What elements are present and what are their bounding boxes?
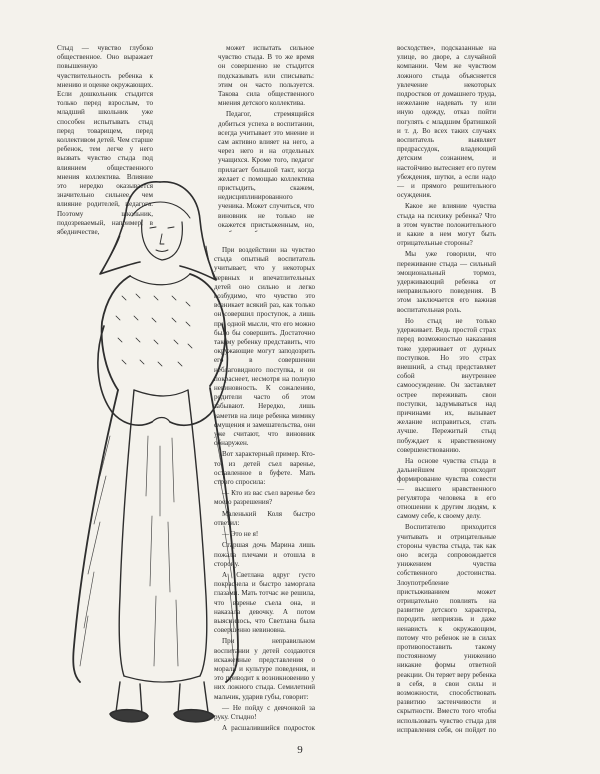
page-number: 9 [297,744,303,756]
paragraph: Но стыд не только удерживает. Ведь простой страх перед возможностью наказания тоже удерживает от дурных поступков. Но это страх внешний, а стыд представляет собой внутреннее самоосуждение. Он заставляет острее переживать свои поступки, задумываться над причинами их, вызывает желание исправиться, стать лучше. Пережитый стыд побуждает к нравственному совершенствованию. [397,316,496,454]
paragraph: — Кто из вас съел варенье без моего разрешения? [214,489,315,507]
paragraph: А Светлана вдруг густо покраснела и быстро заморгала глазами. Мать тотчас же решила, что варенье съела она, и наказала девочку. А потом выяснилось, что Светлана была совершенно невиновна. [214,570,315,635]
paragraph: Воспитателю приходится учитывать и отрицательные стороны чувства стыда, так как оно всегда сопровождается унижением чувства собственного достоинства. Злоупотребление пристыживанием может отрицательно повлиять на развитие детского характера, породить неприязнь и даже ненависть к окружающим, потому что ребенок не в силах противопоставить такому постоянному унижению никакие формы ответной реакции. Он теряет веру ребенка в себя, в свои силы и возможности, способствовать развитию застенчивости и скрытности. Вместо того чтобы использовать чувство стыда для исправления себя, он пойдет по [397,523,496,734]
paragraph: На основе чувства стыда в дальнейшем происходит формирование чувства совести — высшего нравственного регулятора человека в его отношении к другим людям, к самому себе, к своему делу. [397,456,496,521]
paragraph: Вот характерный пример. Кто-то из детей съел варенье, оставленное в буфете. Мать строго спросила: [214,450,315,487]
text-column-3 [397,44,496,734]
paragraph: Какое же влияние чувства стыда на психику ребенка? Что в этом чувстве положительного и какие в нем могут быть отрицательные стороны? [397,202,496,248]
paragraph: Старшая дочь Марина лишь пожала плечами и отошла в сторону. [214,541,315,568]
paragraph: При неправильном воспитании у детей создаются искаженные представления о морали и культуре поведения, и это приводит к возникновению у них ложного стыда. Семилетний мальчик, ударив губы, говорит: [214,637,315,701]
paragraph: может испытать сильное чувство стыда. В то же время он совершенно не стыдится подсказывать или списывать: этим он часто пользуется. Такова сила общественного мнения детского коллектива. [218,44,314,108]
paragraph: восходстве», подсказанные на улице, во дворе, а случайной компании. Чем же чувством ложного стыда объясняется увлечение некоторых подростков от домашнего труда, нежелание надевать ту или иную одежду, отказ пойти погулять с младшим братишкой и т. д. Во всех таких случаях воспитатель выявляет предрассудок, владеющий детским сознанием, и настойчиво вытесняет его путем убеждения, шутки, а если надо — и прямого решительного осуждения. [397,44,496,200]
paragraph: Педагог, стремящийся добиться успеха в воспитании, всегда учитывает это мнение и сам активно влияет на него, а через него и на отдельных учащихся. Кроме того, педагог прилагает большой такт, когда желает с помощью коллектива пристыдить, скажем, недисциплинированного ученика. Может случиться, что виновник не только не окажется пристыженным, но, [218,110,314,229]
girl-illustration [60,176,240,736]
paragraph: Маленький Коля быстро ответил: [214,509,315,527]
paragraph: Стыд — чувство глубоко общественное. Оно выражает повышенную чувствительность ребенка к мнению и оценке окружающих. Если дошкольник стыдится только перед взрослым, то младший школьник уже способен испытывать стыд перед товарищем, перед коллективом детей. Чем старше ребенок, тем легче у него вызвать чувство стыда под влиянием общественного мнения коллектива. Влияние это нередко оказывается значительно сильнее, чем влияние родителей, педагога. Поэтому школьник, подозреваемый, например, в ябедничестве, [57,44,153,237]
paragraph: При воздействии на чувство стыда опытный воспитатель учитывает, что у некоторых нервных и впечатлительных детей оно сильно и легко возбудимо, что чувство это возникает всякий раз, как только он совершил проступок, а лишь при одной мысли, что его можно было бы совершить. Достаточно такому ребенку представить, что окружающие могут заподозрить его в совершении неблаговидного поступка, и он покраснеет, несмотря на полную невиновность. К сожалению, родители часто об этом забывают. Нередко, лишь заметив на лице ребенка мимику смущения и замешательства, они уже считают, что виновник обнаружен. [214,246,315,448]
paragraph: — Это не я! [222,530,259,539]
paragraph: — Не пойду с девчонкой за руку. Стыдно! [214,703,315,721]
paragraph: Мы уже говорили, что переживание стыда — сильный эмоциональный тормоз, удерживающий ребенка от неправильного поведения. В этом заключается его важная воспитательная роль. [397,250,496,314]
paragraph: А расшалившийся подросток [222,724,315,733]
